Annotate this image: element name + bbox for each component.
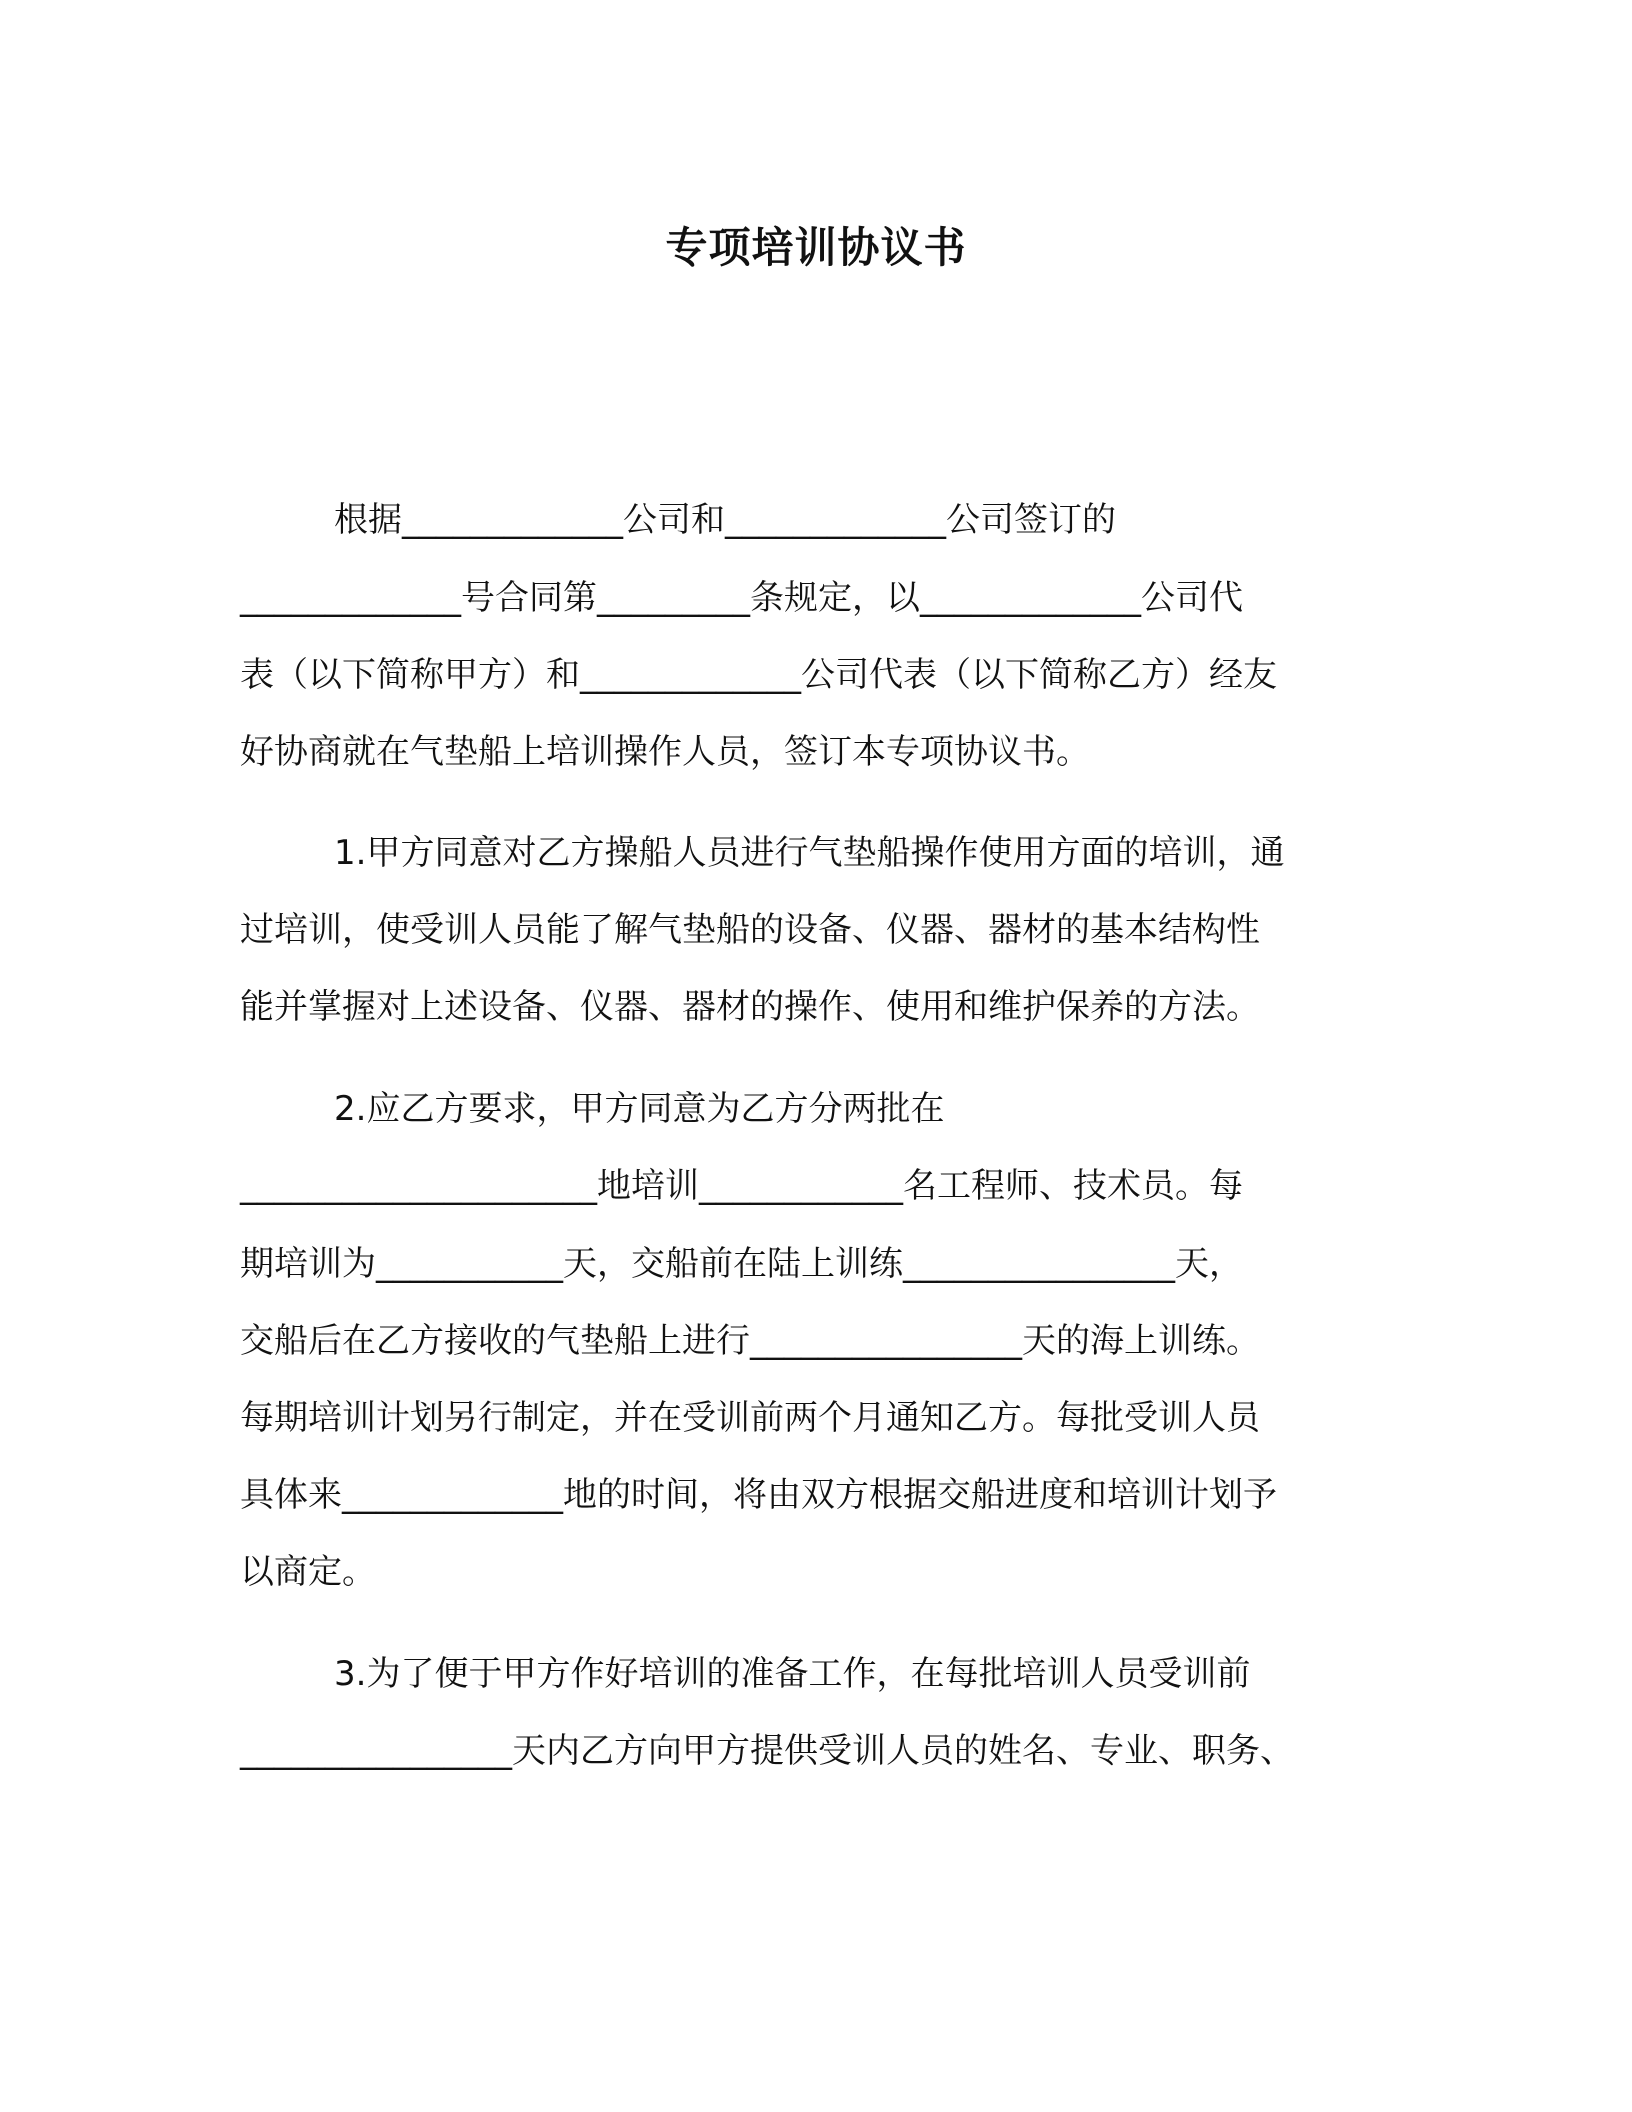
paragraph-line: _____________号合同第_________条规定，以_____________公司代: [240, 578, 1243, 618]
paragraph-line: 表（以下简称甲方）和_____________公司代表（以下简称乙方）经友: [240, 655, 1277, 695]
paragraph-line: 每期培训计划另行制定，并在受训前两个月通知乙方。每批受训人员: [240, 1398, 1260, 1438]
paragraph-line: 以商定。: [240, 1552, 376, 1592]
paragraph-line: _____________________地培训____________名工程师、技术员。每: [240, 1166, 1243, 1206]
paragraph-line: ________________天内乙方向甲方提供受训人员的姓名、专业、职务、: [240, 1731, 1294, 1771]
paragraph-line: 能并掌握对上述设备、仪器、器材的操作、使用和维护保养的方法。: [240, 987, 1260, 1027]
paragraph-line: 根据_____________公司和_____________公司签订的: [334, 500, 1116, 540]
paragraph-line: 过培训，使受训人员能了解气垫船的设备、仪器、器材的基本结构性: [240, 910, 1260, 950]
paragraph-line: 1.甲方同意对乙方操船人员进行气垫船操作使用方面的培训，通: [334, 833, 1285, 873]
document-title: 专项培训协议书: [665, 223, 967, 272]
paragraph-line: 具体来_____________地的时间，将由双方根据交船进度和培训计划予: [240, 1475, 1277, 1515]
paragraph-line: 期培训为___________天，交船前在陆上训练________________天，: [240, 1244, 1243, 1284]
paragraph-line: 好协商就在气垫船上培训操作人员，签订本专项协议书。: [240, 732, 1090, 772]
paragraph-line: 交船后在乙方接收的气垫船上进行________________天的海上训练。: [240, 1321, 1260, 1361]
paragraph-line: 3.为了便于甲方作好培训的准备工作，在每批培训人员受训前: [334, 1654, 1251, 1694]
paragraph-line: 2.应乙方要求，甲方同意为乙方分两批在: [334, 1089, 945, 1129]
